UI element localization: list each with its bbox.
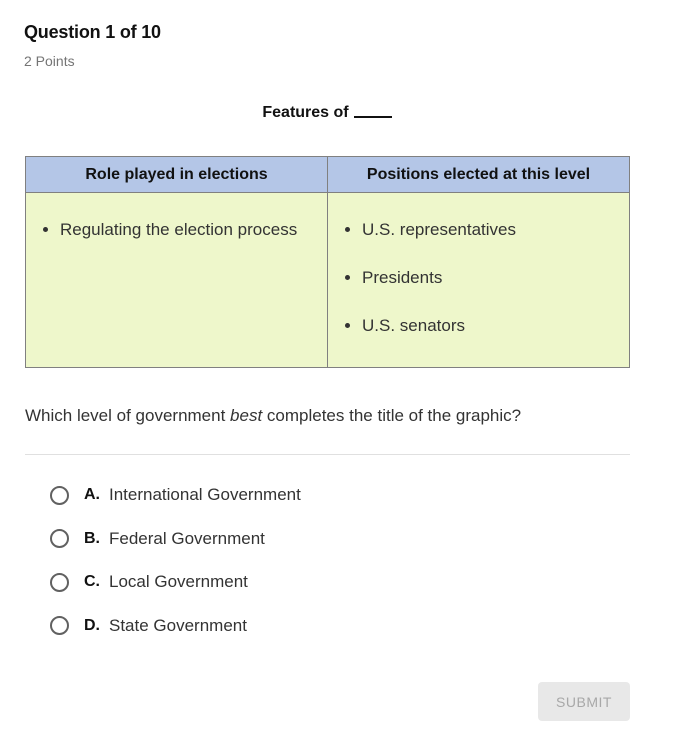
answer-choices (50, 483, 301, 657)
question-points: 2 Points (24, 53, 75, 69)
question-header (24, 22, 161, 69)
graphic-title-text: Features of (262, 104, 349, 121)
role-cell (26, 193, 328, 368)
divider (25, 454, 630, 455)
prompt-after: completes the title of the graphic? (262, 406, 522, 425)
choice-text: International Government (109, 485, 301, 504)
choice-text: State Government (109, 615, 247, 635)
submit-button[interactable]: SUBMIT (538, 682, 630, 721)
choice-letter: B. (84, 529, 100, 547)
choice-letter: D. (84, 616, 100, 634)
role-list (26, 193, 327, 241)
question-title: Question 1 of 10 (24, 22, 161, 42)
features-table (25, 156, 630, 368)
radio-icon[interactable] (50, 486, 69, 505)
positions-list (328, 193, 629, 337)
position-item: • Presidents (362, 267, 629, 289)
radio-icon[interactable] (50, 616, 69, 635)
radio-icon[interactable] (50, 529, 69, 548)
choice-text: Local Government (109, 572, 248, 591)
prompt-emphasis: best (230, 406, 263, 425)
title-blank (354, 116, 392, 118)
position-item: • U.S. senators (362, 315, 629, 337)
prompt-before: Which level of government (25, 406, 231, 425)
graphic-title (0, 104, 654, 122)
question-prompt (25, 406, 521, 426)
radio-icon[interactable] (50, 573, 69, 592)
choice-letter: C. (84, 573, 100, 590)
choice-b[interactable] (50, 527, 301, 551)
header-positions: Positions elected at this level (328, 157, 630, 193)
choice-text: Federal Government (109, 528, 265, 548)
header-role: Role played in elections (26, 157, 328, 193)
choice-c[interactable] (50, 570, 301, 594)
choice-a[interactable] (50, 483, 301, 507)
choice-letter: A. (84, 486, 100, 503)
role-item: • Regulating the election process (60, 219, 327, 241)
positions-cell (328, 193, 630, 368)
choice-d[interactable] (50, 614, 301, 638)
position-item: • U.S. representatives (362, 219, 629, 241)
